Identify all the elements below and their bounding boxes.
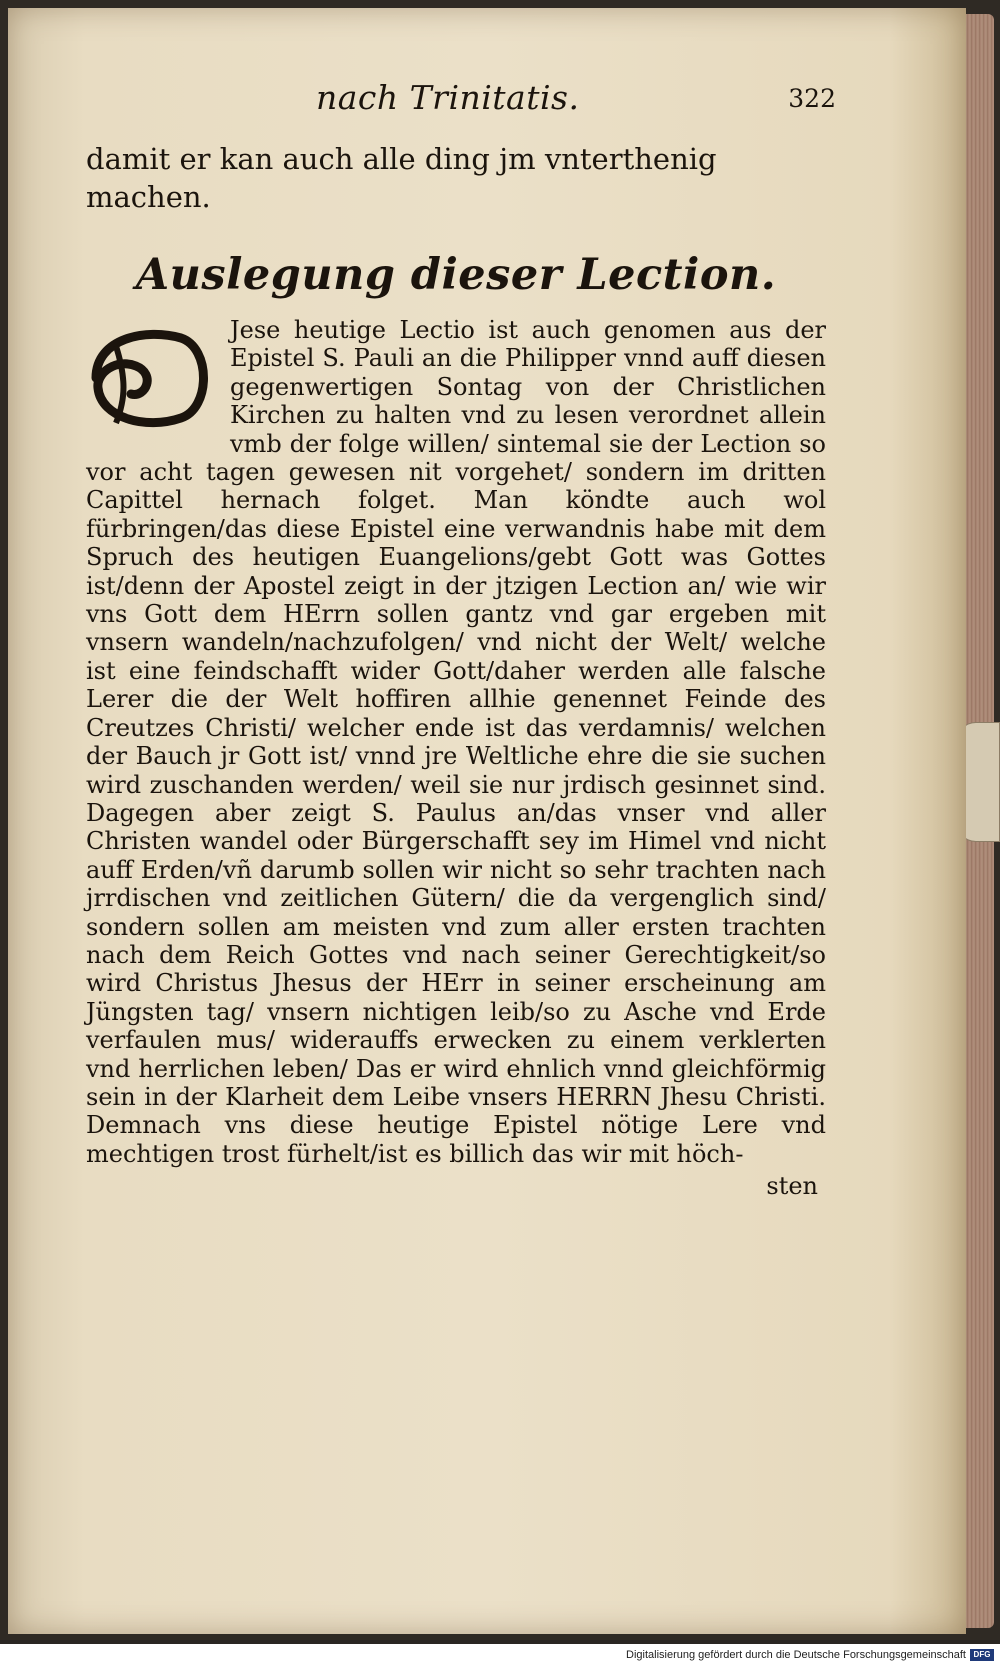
section-heading: Auslegung dieser Lection. [135, 250, 777, 300]
page-header [86, 78, 836, 130]
catchword: sten [766, 1172, 818, 1201]
running-head: nach Trinitatis. [316, 78, 580, 117]
dfg-logo-icon: DFG [970, 1649, 994, 1661]
page-text-area [86, 78, 836, 1201]
footer-credit: Digitalisierung gefördert durch die Deutsche Forschungsgemeinschaft [626, 1649, 966, 1661]
book-page [8, 8, 966, 1634]
body-text: Jese heutige Lectio ist auch genomen aus der Epistel S. Pauli an die Philipper vnnd auff diesen gegenwertigen Sontag von der Christlichen Kirchen zu halten vnd zu lesen verordnet allein vmb der folge willen/ sintemal sie der Lection so vor acht tagen gewesen nit vorgehet/ sondern im dritten Capittel hernach folget. Man köndte auch wol fürbringen/das diese Epistel eine verwandnis habe mit dem Spruch des heutigen Euangelions/gebt Gott was Gottes ist/denn der Apostel zeigt in der jtzigen Lection an/ wie wir vns Gott dem HErrn sollen gantz vnd gar ergeben mit vnsern wandeln/nachzufolgen/ vnd nicht der Welt/ welche ist eine feindschafft wider Gott/daher werden alle falsche Lerer die der Welt hoffiren allhie genennet Feinde des Creutzes Christi/ welcher ende ist das verdamnis/ welchen der Bauch jr Gott ist/ vnnd jre Weltliche ehre die sie suchen wird zuschanden werden/ weil sie nur jrdisch gesinnet sind. Dagegen aber zeigt S. Paulus an/das vnser vnd aller Christen wandel oder Bürgerschafft sey im Himel vnd nicht auff Erden/vñ darumb sollen wir nicht so sehr trachten nach jrrdischen vnd zeitlichen Gütern/ die da vergenglich sind/ sondern sollen am meisten vnd zum aller ersten trachten nach dem Reich Gottes vnd nach seiner Gerechtigkeit/so wird Christus Jhesus der HErr in seiner erscheinung am Jüngsten tag/ vnsern nichtigen leib/so zu Asche vnd Erde verfaulen mus/ widerauffs erwecken zu einem verklerten vnd herrlichen leben/ Das er wird ehnlich vnnd gleichförmig sein in der Klarheit dem Leibe vnsers HERRN Jhesu Christi. Demnach vns diese heutige Epistel nötige Lere vnd mechtigen trost fürhelt/ist es billich das wir mit höch- [86, 316, 826, 1168]
footer-bar [0, 1644, 1000, 1667]
body-block [86, 316, 826, 1200]
folio-number: 322 [788, 84, 836, 113]
continuation-text: damit er kan auch alle ding jm vnterthenig machen. [86, 142, 717, 214]
decorated-initial [86, 318, 216, 438]
